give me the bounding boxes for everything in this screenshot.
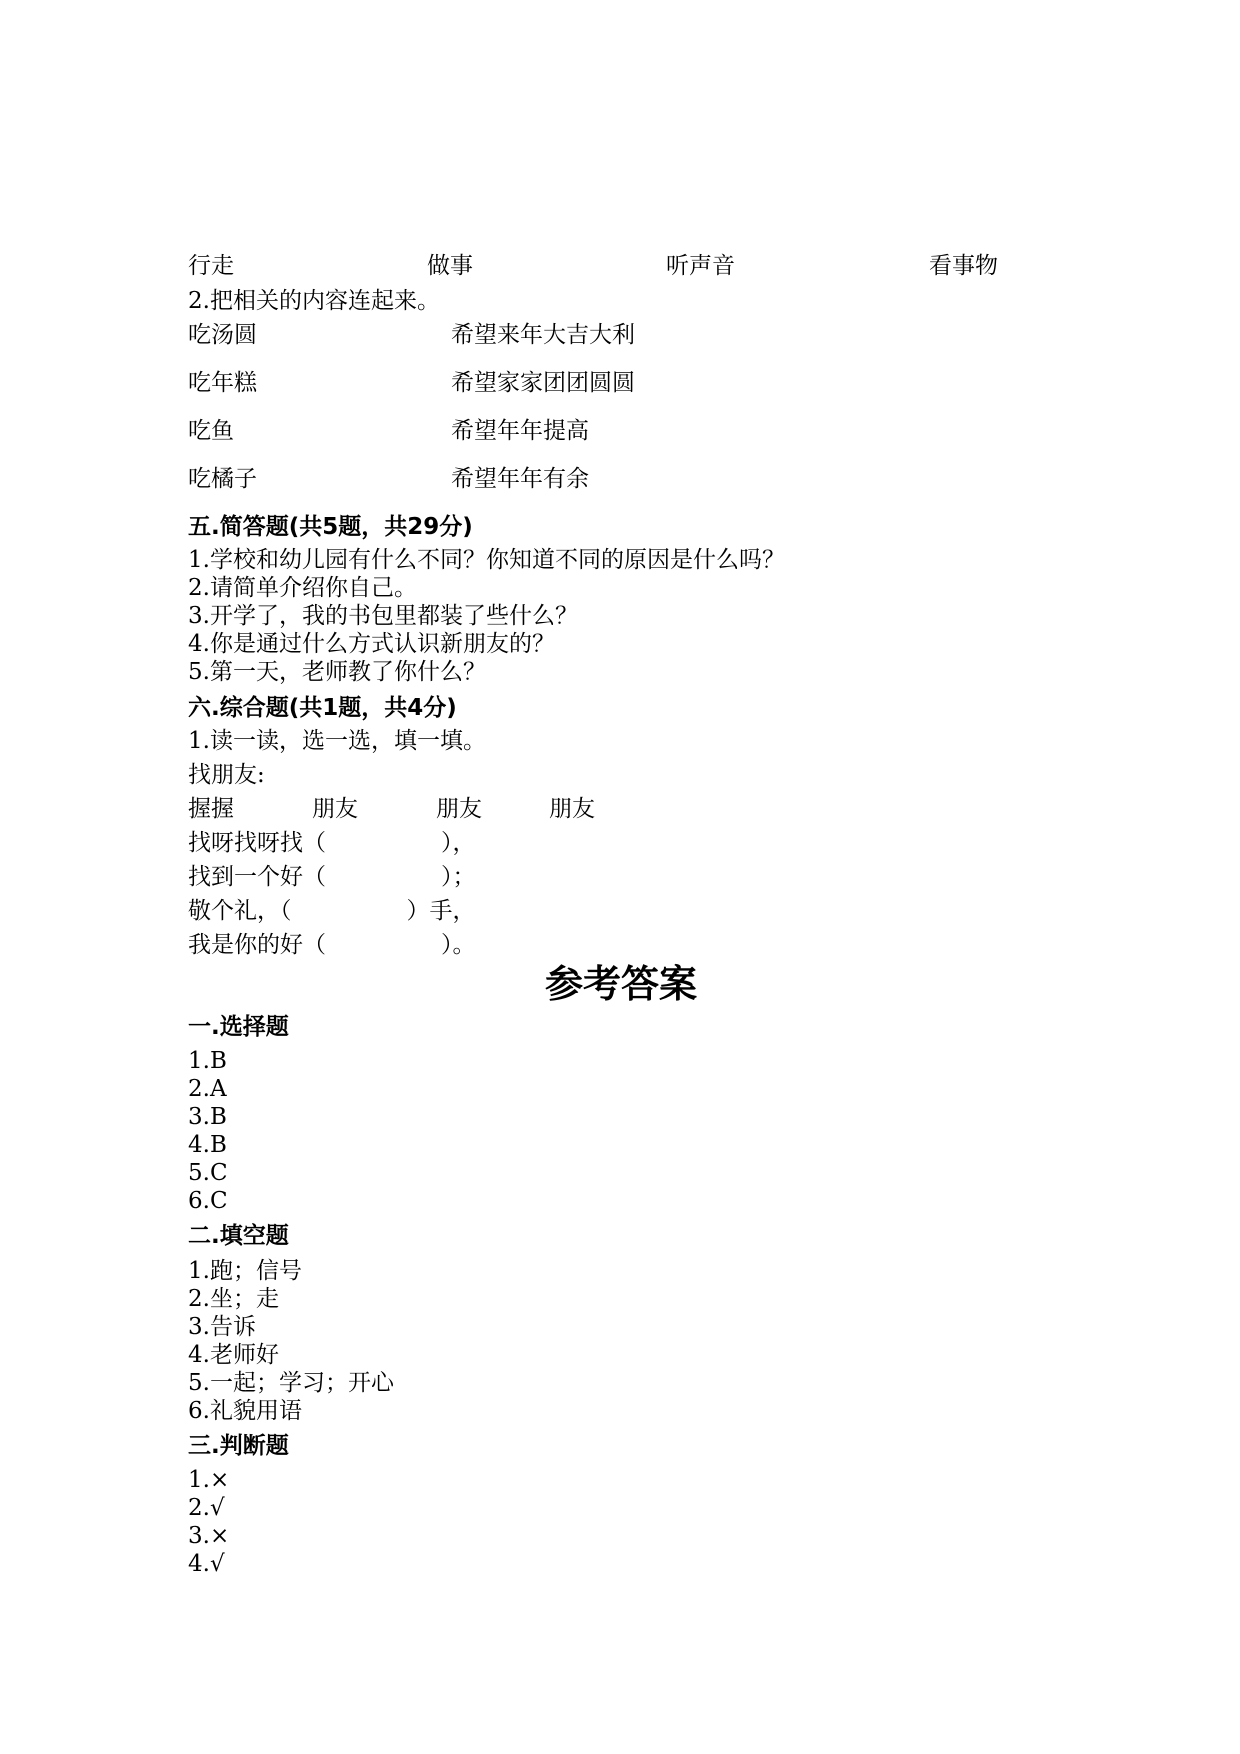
section-heading: 六.综合题(共1题，共4分) — [188, 695, 457, 721]
top-word: 做事 — [427, 253, 473, 279]
match-right-item: 希望年年提高 — [451, 418, 589, 444]
answer-item: 3.告诉 — [188, 1314, 256, 1340]
fill-line: 我是你的好（ ）。 — [188, 932, 476, 958]
section-heading: 一.选择题 — [188, 1014, 289, 1040]
fill-line: 找呀找呀找（ ）， — [188, 830, 476, 856]
match-left-item: 吃汤圆 — [188, 322, 257, 348]
section-heading: 三.判断题 — [188, 1433, 289, 1459]
answer-item: 4.老师好 — [188, 1342, 279, 1368]
section-heading: 五.简答题(共5题，共29分) — [188, 514, 473, 540]
match-right-item: 希望来年大吉大利 — [451, 322, 635, 348]
option-word: 朋友 — [549, 796, 595, 822]
option-word: 朋友 — [436, 796, 482, 822]
question-text: 3.开学了，我的书包里都装了些什么？ — [188, 603, 578, 629]
answers-title: 参考答案 — [545, 962, 698, 1006]
answer-item: 1.× — [188, 1467, 230, 1493]
question-text: 1.读一读，选一选，填一填。 — [188, 728, 486, 754]
top-word: 听声音 — [666, 253, 735, 279]
answer-item: 3.B — [188, 1104, 227, 1130]
fill-line: 找到一个好（ ）； — [188, 864, 476, 890]
answer-item: 1.B — [188, 1048, 227, 1074]
section-heading: 二.填空题 — [188, 1223, 289, 1249]
answer-item: 4.√ — [188, 1551, 225, 1577]
match-right-item: 希望年年有余 — [451, 466, 589, 492]
match-left-item: 吃鱼 — [188, 418, 234, 444]
subtitle-text: 找朋友: — [188, 762, 265, 788]
answer-item: 2.坐；走 — [188, 1286, 279, 1312]
fill-line: 敬个礼，（ ）手， — [188, 898, 476, 924]
match-left-item: 吃年糕 — [188, 370, 257, 396]
top-word: 看事物 — [929, 253, 998, 279]
answer-item: 6.礼貌用语 — [188, 1398, 302, 1424]
answer-item: 5.C — [188, 1160, 228, 1186]
top-word: 行走 — [188, 253, 234, 279]
answer-item: 4.B — [188, 1132, 227, 1158]
question-text: 5.第一天，老师教了你什么？ — [188, 659, 486, 685]
match-left-item: 吃橘子 — [188, 466, 257, 492]
answer-item: 2.A — [188, 1076, 227, 1102]
question-text: 1.学校和幼儿园有什么不同？你知道不同的原因是什么吗？ — [188, 547, 785, 573]
option-word: 握握 — [188, 796, 234, 822]
question-text: 2.把相关的内容连起来。 — [188, 288, 440, 314]
answer-item: 6.C — [188, 1188, 228, 1214]
answer-item: 3.× — [188, 1523, 230, 1549]
answer-item: 5.一起；学习；开心 — [188, 1370, 394, 1396]
question-text: 4.你是通过什么方式认识新朋友的？ — [188, 631, 555, 657]
match-right-item: 希望家家团团圆圆 — [451, 370, 635, 396]
answer-item: 1.跑；信号 — [188, 1258, 302, 1284]
option-word: 朋友 — [312, 796, 358, 822]
question-text: 2.请简单介绍你自己。 — [188, 575, 417, 601]
answer-item: 2.√ — [188, 1495, 225, 1521]
